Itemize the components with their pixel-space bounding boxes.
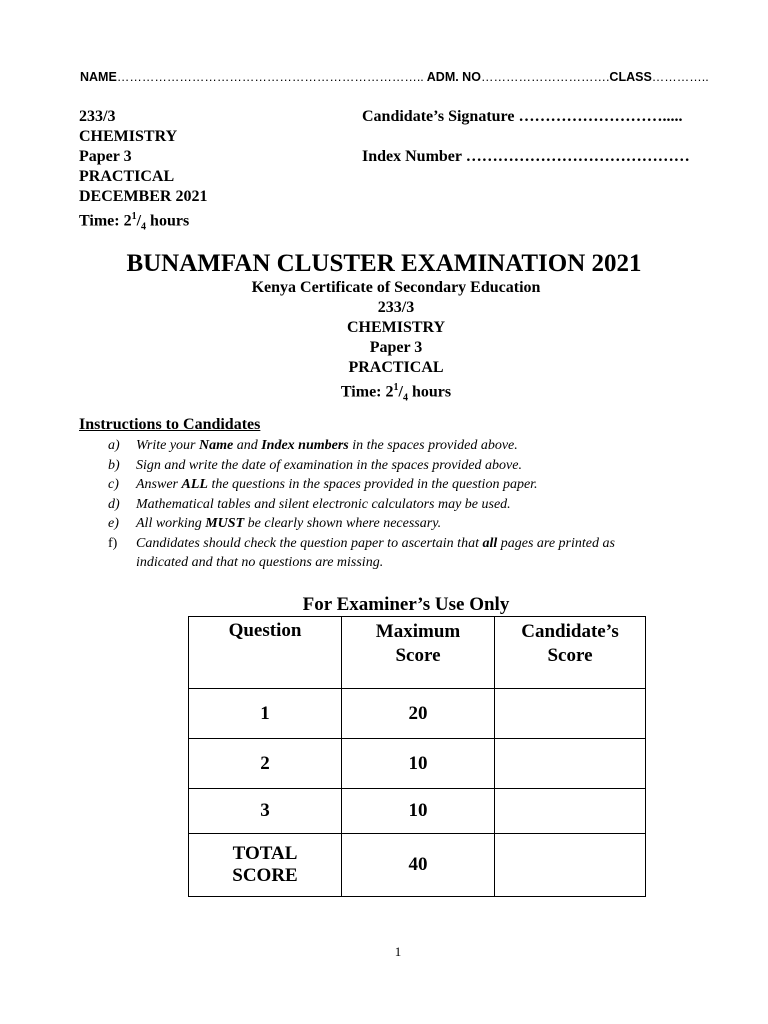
- certificate-name: Kenya Certificate of Secondary Education: [251, 279, 541, 296]
- instruction-item: d) Mathematical tables and silent electronic calculators may be used.: [108, 496, 511, 512]
- instruction-item: c) Answer ALL the questions in the spaces provided in the question paper.: [108, 477, 538, 492]
- subject-name: CHEMISTRY: [79, 128, 178, 145]
- instruction-item: b) Sign and write the date of examination in the spaces provided above.: [108, 457, 522, 473]
- name-field[interactable]: ………………………………………………………………..: [116, 70, 424, 84]
- examiner-score-table: [188, 616, 646, 897]
- center-time-allowed: Time: $2^1/_4$ hours: [340, 382, 452, 404]
- paper-number: Paper 3: [79, 148, 132, 165]
- adm-label: ADM. NO: [423, 70, 481, 84]
- total-candidate-score-cell[interactable]: [495, 834, 646, 897]
- student-details-line: [80, 70, 709, 84]
- adm-field[interactable]: ………………………….: [480, 70, 610, 84]
- total-maximum-score: 40: [342, 834, 495, 897]
- center-paper-type: PRACTICAL: [348, 359, 444, 376]
- maximum-score: 20: [342, 689, 495, 739]
- name-label: NAME: [80, 70, 117, 84]
- examiner-table-title: For Examiner’s Use Only: [302, 594, 510, 615]
- table-total-row: [189, 834, 646, 897]
- total-score-label: TOTAL SCORE: [189, 834, 342, 897]
- exam-title: BUNAMFAN CLUSTER EXAMINATION 2021: [126, 250, 642, 277]
- center-info-block: [0, 278, 768, 409]
- candidate-score-cell[interactable]: [495, 689, 646, 739]
- instruction-item: f) Candidates should check the question paper to ascertain that all pages are printed as indicated and that no questions are missing.: [108, 535, 615, 570]
- candidate-score-cell[interactable]: [495, 789, 646, 834]
- page-number: 1: [394, 944, 402, 959]
- class-label: CLASS: [609, 70, 652, 84]
- exam-date: DECEMBER 2021: [79, 188, 208, 205]
- class-field[interactable]: …………..: [651, 70, 709, 84]
- index-number-field[interactable]: Index Number ……………………………………: [362, 148, 690, 165]
- question-number: 3: [189, 789, 342, 834]
- instructions-list: [108, 436, 615, 573]
- instruction-item: e) All working MUST be clearly shown where necessary.: [108, 516, 442, 531]
- maximum-score: 10: [342, 739, 495, 789]
- header-question: Question: [189, 617, 342, 689]
- paper-info-block: [79, 107, 207, 238]
- header-maximum-score: Maximum Score: [342, 617, 495, 689]
- table-row: [189, 789, 646, 834]
- paper-type: PRACTICAL: [79, 168, 175, 185]
- time-allowed: Time: $2^1/_4$ hours: [79, 211, 190, 233]
- center-subject: CHEMISTRY: [346, 319, 446, 336]
- center-paper-code: 233/3: [377, 299, 415, 316]
- paper-code: 233/3: [79, 108, 116, 125]
- header-candidate-score: Candidate’s Score: [495, 617, 646, 689]
- maximum-score: 10: [342, 789, 495, 834]
- table-row: [189, 689, 646, 739]
- table-header-row: [189, 617, 646, 689]
- instruction-item: a) Write your Name and Index numbers in the spaces provided above.: [108, 438, 518, 453]
- candidate-score-cell[interactable]: [495, 739, 646, 789]
- center-paper-number: Paper 3: [369, 339, 423, 356]
- candidate-signature-field[interactable]: Candidate’s Signature ……………………….....: [362, 108, 683, 125]
- question-number: 1: [189, 689, 342, 739]
- instructions-heading: Instructions to Candidates: [79, 416, 261, 433]
- table-row: [189, 739, 646, 789]
- question-number: 2: [189, 739, 342, 789]
